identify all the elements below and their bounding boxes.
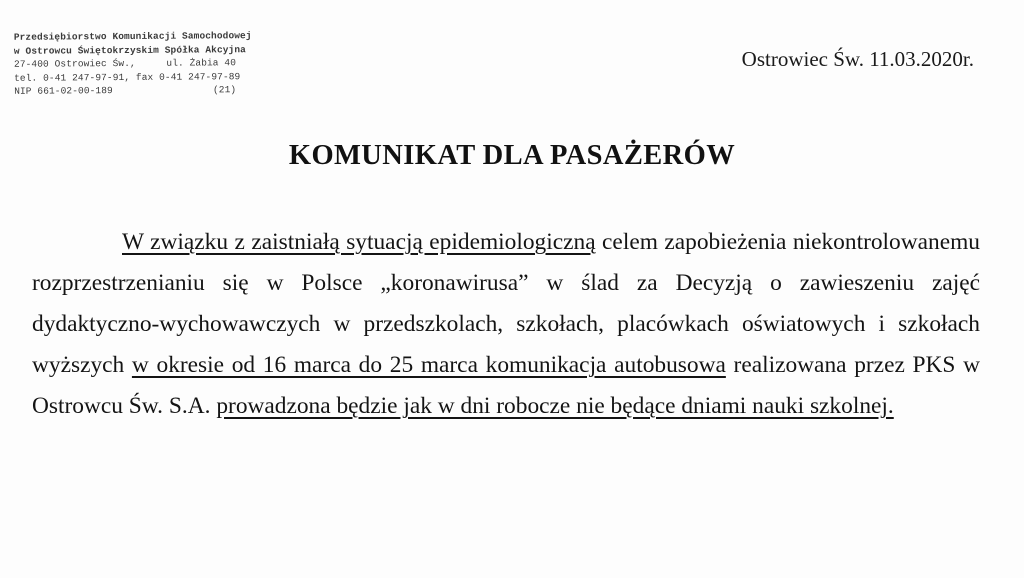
page-title: KOMUNIKAT DLA PASAŻERÓW <box>288 140 736 171</box>
announcement-paragraph <box>32 222 980 427</box>
stamp-street: ul. Żabia 40 <box>166 57 237 69</box>
stamp-company-name: Przedsiębiorstwo Komunikacji Samochodowej <box>13 30 252 43</box>
stamp-line-4 <box>14 70 241 85</box>
underlined-phrase-2: w okresie od 16 marca do 25 marca komunikacja autobusowa <box>131 352 726 378</box>
stamp-company-location: w Ostrowcu Świętokrzyskim Spółka Akcyjna <box>13 43 246 57</box>
stamp-postal-city: 27-400 Ostrowiec Św., <box>13 58 136 70</box>
document-date: Ostrowiec Św. 11.03.2020r. <box>741 47 974 71</box>
underlined-phrase-1: W związku z zaistniałą sytuacją epidemiologiczną <box>122 229 596 255</box>
stamp-nip: NIP 661-02-00-189 <box>14 85 113 98</box>
stamp-phone-fax: tel. 0-41 247-97-91, fax 0-41 247-97-89 <box>14 70 241 84</box>
paragraph-text-1: celem zapobieżenia niekontrolowanemu rozprzestrzenianiu się w Polsce „koronawirusa” w ślad za Decyzją o zawieszeniu zajęć dydaktyczno-wychowawczych w przedszkolach, szkołach, placówkach oświatowych i szkołach wyższych <box>32 229 980 378</box>
stamp-code: (21) <box>212 84 237 96</box>
stamp-line-5 <box>14 84 236 99</box>
company-stamp <box>13 29 252 99</box>
paragraph-text-2: realizowana przez PKS w Ostrowcu Św. S.A. <box>32 352 980 419</box>
underlined-phrase-3: prowadzona będzie jak w dni robocze nie będące dniami nauki szkolnej. <box>216 393 894 419</box>
